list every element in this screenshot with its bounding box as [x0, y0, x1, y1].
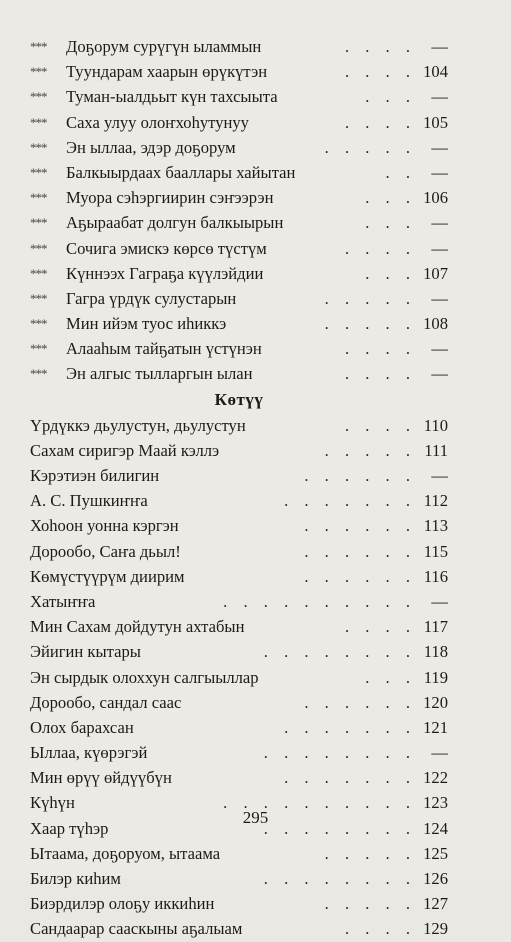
entry-title: Эйигин кытары	[30, 642, 141, 662]
entry-page-number: —	[431, 162, 448, 182]
entry-page-number: 115	[423, 541, 448, 561]
entry-page-number: —	[431, 137, 448, 157]
entry-page-number: 104	[423, 62, 448, 82]
dot-leader: . . . .	[344, 62, 416, 82]
entry-title: Дорообо, Саҥа дьыл!	[30, 541, 181, 561]
toc-entry	[30, 488, 448, 513]
entry-title: Биэрдилэр олоҕу иккиһин	[30, 894, 215, 914]
entry-title: Эн ыллаа, эдэр доҕорум	[66, 137, 236, 157]
entry-page-number: 113	[423, 516, 448, 536]
dot-leader: . . . . . . . .	[263, 869, 416, 888]
dot-leader: . . .	[365, 667, 416, 687]
dot-leader: . . . . . . .	[284, 491, 416, 511]
entry-page-number: —	[431, 213, 448, 233]
toc-entry	[30, 336, 448, 361]
toc-entry	[30, 84, 448, 109]
dot-leader: . . . .	[344, 919, 416, 939]
toc-entry	[30, 135, 448, 160]
entry-page-number: 129	[423, 919, 448, 939]
toc-entry	[30, 463, 448, 488]
toc-entry	[30, 59, 448, 84]
dot-leader: . . . .	[344, 37, 416, 56]
entry-page-number: 123	[423, 793, 448, 813]
entry-title: Эн сырдык олоххун салгыыллар	[30, 667, 259, 687]
dot-leader: . . . . . .	[304, 466, 416, 485]
entry-page-number: 119	[423, 667, 448, 687]
toc-entry	[30, 765, 448, 790]
entry-page-number: 116	[423, 566, 448, 586]
asterism-mark: ***	[30, 64, 47, 80]
toc-entry	[30, 841, 448, 866]
entry-title: Муора сэһэргиирин сэҥээрэн	[66, 188, 274, 208]
dot-leader: . . . . . .	[304, 516, 416, 536]
dot-leader: . . . . .	[324, 843, 416, 863]
dot-leader: . . . . . . . .	[263, 743, 416, 763]
entry-page-number: 111	[424, 440, 448, 460]
dot-leader: . .	[385, 162, 416, 182]
toc-section-kotuu	[30, 413, 448, 942]
entry-page-number: 110	[423, 415, 448, 435]
dot-leader: . . . .	[344, 112, 416, 132]
entry-page-number: 127	[423, 894, 448, 914]
toc-entry	[30, 160, 448, 185]
toc-entry	[30, 286, 448, 311]
entry-title: Күһүн	[30, 793, 75, 813]
dot-leader: . . . .	[344, 339, 416, 359]
dot-leader: . . .	[365, 213, 416, 233]
entry-page-number: 105	[423, 112, 448, 132]
dot-leader: . . . .	[344, 415, 416, 435]
dot-leader: . . . . .	[324, 288, 416, 308]
entry-page-number: —	[431, 591, 448, 611]
dot-leader: . . . . . . . .	[263, 818, 416, 838]
entry-page-number: 107	[423, 263, 448, 283]
toc-entry	[30, 715, 448, 740]
dot-leader: . . . . . . .	[284, 768, 416, 788]
toc-entry	[30, 110, 448, 135]
asterism-mark: ***	[30, 164, 47, 180]
dot-leader: . . .	[365, 188, 416, 208]
toc-entry	[30, 614, 448, 639]
asterism-mark: ***	[30, 366, 47, 382]
dot-leader: . . . . .	[324, 894, 416, 914]
entry-title: Доҕорум сурүгүн ыламмын	[66, 37, 262, 56]
toc-entry	[30, 916, 448, 941]
toc-entry	[30, 639, 448, 664]
entry-page-number: —	[431, 87, 448, 107]
dot-leader: . . . . . . . . . .	[223, 793, 416, 813]
entry-page-number: 108	[423, 314, 448, 334]
dot-leader: . . . .	[344, 238, 416, 258]
entry-title: Мин Сахам дойдутун ахтабын	[30, 617, 245, 637]
dot-leader: . . . . .	[324, 137, 416, 157]
entry-title: Балкыырдаах бааллары хайытан	[66, 162, 296, 182]
asterism-mark: ***	[30, 240, 47, 256]
toc-section-untitled-poems	[30, 34, 448, 387]
toc-entry	[30, 513, 448, 538]
toc-entry	[30, 740, 448, 765]
entry-page-number: 118	[423, 642, 448, 662]
entry-page-number: 125	[423, 843, 448, 863]
entry-title: Аҕыраабат долгун балкыырын	[66, 213, 284, 233]
toc-entry	[30, 311, 448, 336]
dot-leader: . . . . . . .	[284, 717, 416, 737]
entry-title: Дорообо, сандал саас	[30, 692, 182, 712]
entry-page-number: —	[431, 238, 448, 258]
entry-title: Эн алгыс тылларгын ылан	[66, 364, 253, 384]
asterism-mark: ***	[30, 89, 47, 105]
entry-page-number: 106	[423, 188, 448, 208]
entry-page-number: 122	[423, 768, 448, 788]
entry-page-number: —	[431, 466, 448, 485]
entry-title: Сандаарар сааскыны аҕалыам	[30, 919, 243, 939]
toc-entry	[30, 413, 448, 438]
entry-title: Саха улуу олоҥхоһутунуу	[66, 112, 249, 132]
asterism-mark: ***	[30, 316, 47, 332]
dot-leader: . . . .	[344, 364, 416, 384]
entry-page-number: 112	[423, 491, 448, 511]
toc-entry	[30, 210, 448, 235]
entry-page-number: —	[431, 339, 448, 359]
toc-entry	[30, 438, 448, 463]
entry-title: А. С. Пушкиҥҥа	[30, 491, 148, 511]
entry-title: Хатыҥҥа	[30, 591, 96, 611]
entry-title: Билэр киһим	[30, 869, 121, 888]
entry-title: Хаар түһэр	[30, 818, 109, 838]
entry-title: Үрдүккэ дьулустун, дьулустун	[30, 415, 246, 435]
dot-leader: . . .	[365, 263, 416, 283]
asterism-mark: ***	[30, 139, 47, 155]
entry-title: Ыллаа, күөрэгэй	[30, 743, 148, 763]
entry-title: Мин ийэм туос иһиккэ	[66, 314, 227, 334]
asterism-mark: ***	[30, 341, 47, 357]
toc-entry	[30, 539, 448, 564]
asterism-mark: ***	[30, 215, 47, 231]
dot-leader: . . . . .	[324, 314, 416, 334]
dot-leader: . . .	[365, 87, 416, 107]
entry-title: Гагра үрдүк сулустарын	[66, 288, 237, 308]
dot-leader: . . . . . . . .	[263, 642, 416, 662]
entry-title: Хоһоон уонна кэргэн	[30, 516, 179, 536]
entry-title: Мин өрүү өйдүүбүн	[30, 768, 172, 788]
dot-leader: . . . . . .	[304, 541, 416, 561]
dot-leader: . . . . . .	[304, 692, 416, 712]
page-number: 295	[242, 808, 269, 827]
entry-page-number: —	[431, 743, 448, 763]
table-of-contents	[30, 34, 448, 942]
toc-entry	[30, 891, 448, 916]
entry-title: Күннээх Гаграҕа күүлэйдии	[66, 263, 264, 283]
entry-page-number: 121	[423, 717, 448, 737]
entry-title: Туман-ыалдьыт күн тахсыыта	[66, 87, 278, 107]
asterism-mark: ***	[30, 190, 47, 206]
entry-page-number: —	[431, 364, 448, 384]
entry-title: Олох барахсан	[30, 717, 134, 737]
entry-page-number: 120	[423, 692, 448, 712]
entry-title: Кэрэтиэн билигин	[30, 466, 160, 485]
toc-entry	[30, 34, 448, 59]
entry-title: Алааһым тайҕатын үстүнэн	[66, 339, 262, 359]
asterism-mark: ***	[30, 290, 47, 306]
entry-page-number: —	[431, 37, 448, 56]
entry-title: Сахам сиригэр Маай кэллэ	[30, 440, 220, 460]
entry-page-number: 126	[423, 869, 448, 888]
entry-page-number: 124	[423, 818, 448, 838]
entry-title: Ытаама, доҕоруом, ытаама	[30, 843, 221, 863]
toc-entry	[30, 361, 448, 386]
section-heading: Көтүү	[214, 389, 264, 409]
toc-entry	[30, 665, 448, 690]
dot-leader: . . . . . .	[304, 566, 416, 586]
toc-entry	[30, 690, 448, 715]
entry-title: Туундарам хаарын өрүкүтэн	[66, 62, 268, 82]
entry-page-number: —	[431, 288, 448, 308]
entry-title: Көмүстүүрүм диирим	[30, 566, 185, 586]
asterism-mark: ***	[30, 114, 47, 130]
dot-leader: . . . .	[344, 617, 416, 637]
toc-entry	[30, 564, 448, 589]
toc-entry	[30, 589, 448, 614]
dot-leader: . . . . .	[324, 440, 416, 460]
asterism-mark: ***	[30, 39, 47, 54]
asterism-mark: ***	[30, 265, 47, 281]
entry-page-number: 117	[423, 617, 448, 637]
entry-title: Сочига эмискэ көрсө түстүм	[66, 238, 267, 258]
toc-entry	[30, 236, 448, 261]
dot-leader: . . . . . . . . . .	[223, 591, 416, 611]
toc-entry	[30, 185, 448, 210]
toc-entry	[30, 261, 448, 286]
